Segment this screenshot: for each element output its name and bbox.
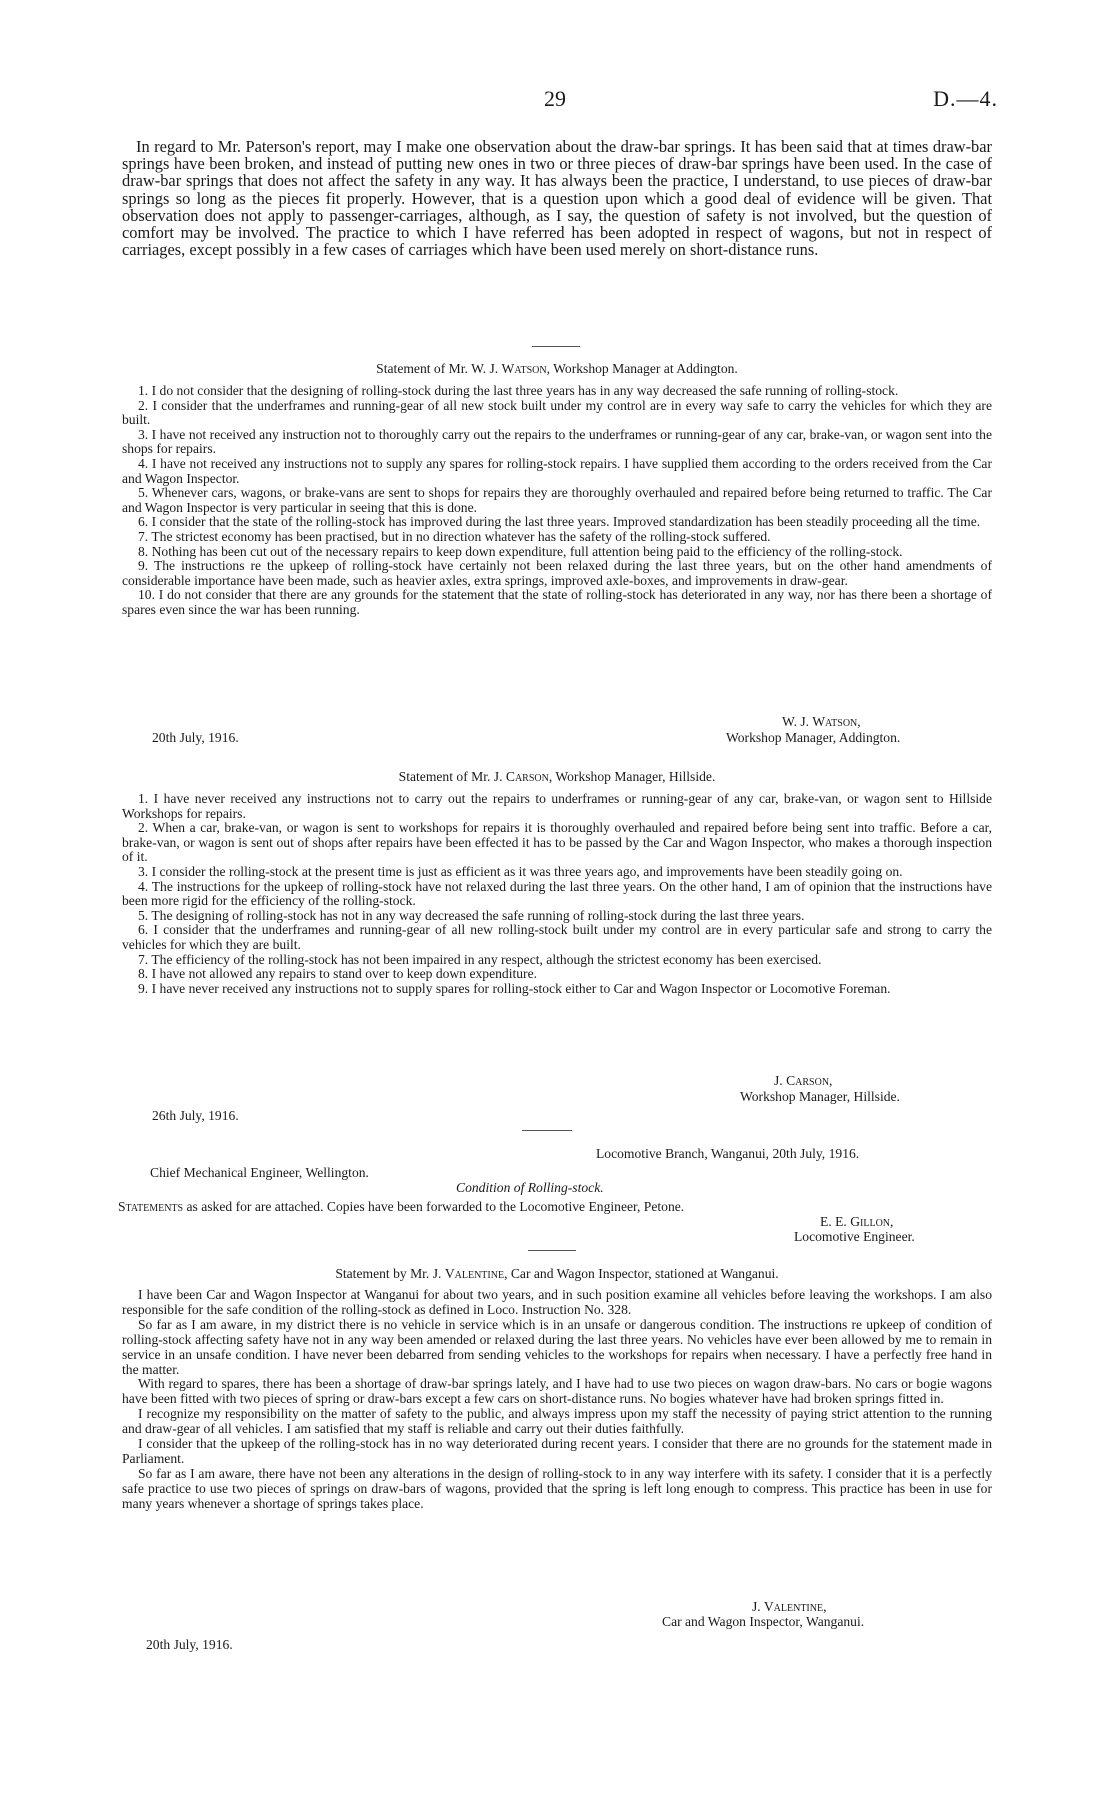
- watson-signature: [782, 714, 861, 729]
- letter-signature-name: E. E. Gillon,: [820, 1214, 894, 1229]
- carson-paragraph: 2. When a car, brake-van, or wagon is sent to workshops for repairs it is thoroughly overhauled and repaired before being sent into traffic. Before a car, brake-van, or wagon is sent out of shops after repairs have been effected it has to be passed by the Car and Wagon Inspector, who makes a thorough inspection of it.: [122, 820, 992, 865]
- valentine-statement: [122, 1288, 992, 1512]
- letter-dateline: Locomotive Branch, Wanganui, 20th July, 1916.: [596, 1146, 860, 1161]
- watson-paragraph: 3. I have not received any instruction not to thoroughly carry out the repairs to the underframes or running-gear of any car, brake-van, or wagon sent into the shops for repairs.: [122, 426, 992, 457]
- watson-name: Watson: [501, 361, 547, 376]
- valentine-signature-title: Car and Wagon Inspector, Wanganui.: [662, 1614, 865, 1629]
- valentine-name: Valentine: [444, 1266, 505, 1281]
- watson-paragraph: 6. I consider that the state of the rolling-stock has improved during the last three years. Improved standardization has been steadily proceeding all the time.: [138, 514, 981, 530]
- watson-date: 20th July, 1916.: [152, 730, 239, 745]
- carson-paragraph: 4. The instructions for the upkeep of rolling-stock have not relaxed during the last three years. On the other hand, I am of opinion that the instructions have been more rigid for the efficiency of the rolling-stock.: [122, 878, 992, 909]
- valentine-date: 20th July, 1916.: [146, 1637, 233, 1652]
- valentine-paragraph: I recognize my responsibility on the matter of safety to the public, and always impress upon my staff the necessity of paying strict attention to the running and draw-gear of all vehicles. I am satisfied that my staff is reliable and carry out their duties faithfully.: [122, 1406, 992, 1437]
- letter-addressee: Chief Mechanical Engineer, Wellington.: [150, 1165, 369, 1180]
- section-divider: [528, 1250, 576, 1251]
- carson-paragraph: 1. I have never received any instructions not to carry out the repairs to underframes or running-gear of any car, brake-van, or wagon sent to Hillside Workshops for repairs.: [122, 791, 992, 821]
- carson-date: 26th July, 1916.: [152, 1108, 239, 1123]
- watson-statement: [122, 384, 992, 618]
- section-divider: [532, 346, 580, 347]
- carson-heading: Statement of Mr. J. Carson, Workshop Manager, Hillside.: [398, 769, 716, 784]
- valentine-paragraph: I have been Car and Wagon Inspector at Wanganui for about two years, and in such position examine all vehicles before leaving the workshops. I am also responsible for the safe condition of the rolling-stock as defined in Loco. Instruction No. 328.: [122, 1287, 992, 1317]
- watson-paragraph: 8. Nothing has been cut out of the necessary repairs to keep down expenditure, full attention being paid to the efficiency of the rolling-stock.: [138, 543, 903, 559]
- valentine-paragraph: So far as I am aware, there have not been any alterations in the design of rolling-stock to in any way interfere with its safety. I consider that it is a perfectly safe practice to use two pieces of springs on draw-bars of wagons, provided that the spring is left long enough to compress. This practice has been in use for many years whenever a shortage of springs takes place.: [122, 1465, 992, 1511]
- page-header: [0, 86, 1114, 116]
- watson-signature-name: W. J. Watson,: [782, 714, 861, 729]
- valentine-signature-name: J. Valentine,: [752, 1599, 827, 1614]
- watson-heading: Statement of Mr. W. J. Watson, Workshop Manager at Addington.: [376, 361, 738, 376]
- watson-paragraph: 9. The instructions re the upkeep of rolling-stock have certainly not been relaxed during the last three years, but on the other hand amendments of considerable importance have been made, such as heavier axles, extra springs, improved axle-boxes, and improvements in draw-gear.: [122, 558, 992, 588]
- carson-signature-name: J. Carson,: [774, 1073, 833, 1088]
- carson-paragraph: 7. The efficiency of the rolling-stock has not been impaired in any respect, although the strictest economy has been exercised.: [138, 951, 822, 967]
- watson-paragraph: 7. The strictest economy has been practised, but in no direction whatever has the safety of the rolling-stock suffered.: [138, 528, 771, 544]
- letter-subject: Condition of Rolling-stock.: [456, 1180, 604, 1195]
- carson-paragraph: 9. I have never received any instructions not to supply spares for rolling-stock either to Car and Wagon Inspector or Locomotive Foreman.: [138, 980, 891, 996]
- letter-body: Statements as asked for are attached. Copies have been forwarded to the Locomotive Engineer, Petone.: [118, 1199, 685, 1214]
- watson-paragraph: 5. Whenever cars, wagons, or brake-vans are sent to shops for repairs they are thoroughly overhauled and repaired before being returned to traffic. The Car and Wagon Inspector is very particular in seeing that this is done.: [122, 485, 992, 515]
- valentine-heading: Statement by Mr. J. Valentine, Car and Wagon Inspector, stationed at Wanganui.: [335, 1266, 779, 1281]
- carson-paragraph: 5. The designing of rolling-stock has not in any way decreased the safe running of rolling-stock during the last three years.: [138, 907, 805, 923]
- intro-text: In regard to Mr. Paterson's report, may I make one observation about the draw-bar springs. It has been said that at times draw-bar springs have been broken, and instead of putting new ones in two or three pieces of draw-bar springs have been used. In the case of draw-bar springs that does not affect the safety in any way. It has always been the practice, I understand, to use pieces of draw-bar springs so long as the pieces fit properly. However, that is a question upon which a good deal of evidence will be given. That observation does not apply to passenger-carriages, although, as I say, the question of safety is not involved, but the question of comfort may be involved. The practice to which I have referred has been adopted in respect of wagons, but not in respect of carriages, except possibly in a few cases of carriages which have been used merely on short-distance runs.: [122, 137, 992, 260]
- valentine-paragraph: With regard to spares, there has been a shortage of draw-bar springs lately, and I have had to use two pieces on wagon draw-bars. No cars or bogie wagons have been fitted with two pieces of spring or draw-bars except a few cars on short-distance runs. No bogies whatever have had broken springs fitted in.: [122, 1376, 992, 1407]
- carson-statement: [122, 792, 992, 996]
- valentine-paragraph: So far as I am aware, in my district there is no vehicle in service which is in an unsafe or dangerous condition. The instructions re upkeep of condition of rolling-stock affecting safety have not in any way been amended or relaxed during the last three years. No vehicles have ever been allowed by me to remain in service in an unsafe condition. I have never been debarred from sending vehicles to the workshops for repairs when necessary. I have a perfectly free hand in the matter.: [122, 1316, 992, 1377]
- document-reference: D.—4.: [933, 86, 998, 111]
- letter-signature-title: Locomotive Engineer.: [794, 1229, 915, 1244]
- watson-signature-title: Workshop Manager, Addington.: [726, 730, 901, 745]
- watson-paragraph: 1. I do not consider that the designing of rolling-stock during the last three years has in any way decreased the safe running of rolling-stock.: [138, 383, 899, 398]
- carson-paragraph: 6. I consider that the underframes and running-gear of all new rolling-stock built under my control are in every particular safe and strong to carry the vehicles for which they are built.: [122, 922, 992, 952]
- carson-paragraph: 8. I have not allowed any repairs to stand over to keep down expenditure.: [138, 966, 538, 982]
- intro-paragraph: [122, 138, 992, 258]
- valentine-paragraph: I consider that the upkeep of the rolling-stock has in no way deteriorated during recent years. I consider that there are no grounds for the statement made in Parliament.: [122, 1436, 992, 1466]
- carson-signature-title: Workshop Manager, Hillside.: [740, 1089, 900, 1104]
- carson-paragraph: 3. I consider the rolling-stock at the present time is just as efficient as it was three years ago, and improvements have been steadily going on.: [138, 863, 903, 879]
- watson-paragraph: 2. I consider that the underframes and running-gear of all new stock built under my control are in every way safe to carry the vehicles for which they are built.: [122, 397, 992, 428]
- watson-paragraph: 10. I do not consider that there are any grounds for the statement that the state of rolling-stock has deteriorated in any way, nor has there been a shortage of spares even since the war has been running.: [122, 587, 992, 617]
- watson-paragraph: 4. I have not received any instructions not to supply any spares for rolling-stock repairs. I have supplied them according to the orders received from the Car and Wagon Inspector.: [122, 455, 992, 486]
- section-divider: [522, 1130, 572, 1131]
- carson-name: Carson: [505, 769, 549, 784]
- page-number: 29: [544, 86, 566, 111]
